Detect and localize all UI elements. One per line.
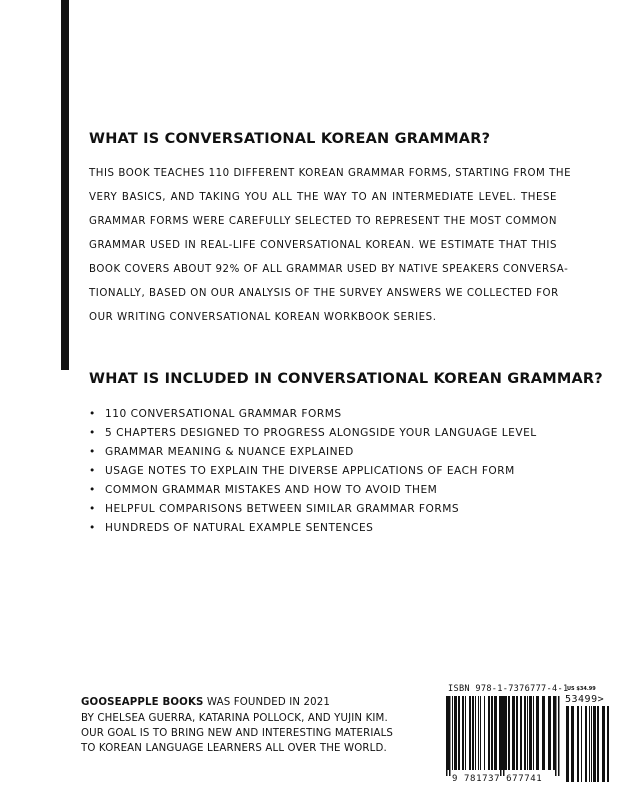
list-item-label: COMMON GRAMMAR MISTAKES AND HOW TO AVOID THEM — [105, 484, 438, 496]
list-item-label: HUNDREDS OF NATURAL EXAMPLE SENTENCES — [105, 522, 374, 534]
list-item — [89, 521, 373, 535]
bullet-icon: • — [89, 522, 96, 534]
blurb-line — [81, 697, 330, 709]
blurb-line: TO KOREAN LANGUAGE LEARNERS ALL OVER THE WORLD. — [81, 743, 387, 754]
bullet-icon: • — [89, 446, 96, 458]
blurb-line: OUR GOAL IS TO BRING NEW AND INTERESTING MATERIALS — [81, 728, 394, 739]
vertical-accent-bar — [61, 0, 69, 370]
bullet-icon: • — [89, 484, 96, 496]
section-heading-what-is: WHAT IS CONVERSATIONAL KOREAN GRAMMAR? — [89, 131, 491, 147]
blurb-line: BY CHELSEA GUERRA, KATARINA POLLOCK, AND YUJIN KIM. — [81, 713, 388, 724]
bullet-icon: • — [89, 408, 96, 420]
paragraph-line: OUR WRITING CONVERSATIONAL KOREAN WORKBOOK SERIES. — [89, 312, 437, 323]
list-item — [89, 483, 437, 497]
bullet-icon: • — [89, 427, 96, 439]
paragraph-line: THIS BOOK TEACHES 110 DIFFERENT KOREAN GRAMMAR FORMS, STARTING FROM THE — [89, 168, 572, 179]
bullet-icon: • — [89, 503, 96, 515]
paragraph-line: TIONALLY, BASED ON OUR ANALYSIS OF THE SURVEY ANSWERS WE COLLECTED FOR — [89, 288, 559, 299]
list-item — [89, 502, 459, 516]
list-item-label: 110 CONVERSATIONAL GRAMMAR FORMS — [105, 408, 342, 420]
paragraph-line: GRAMMAR USED IN REAL-LIFE CONVERSATIONAL KOREAN. WE ESTIMATE THAT THIS — [89, 240, 557, 251]
list-item — [89, 407, 342, 421]
price-label: US $34.99 — [567, 686, 596, 692]
list-item-label: HELPFUL COMPARISONS BETWEEN SIMILAR GRAMMAR FORMS — [105, 503, 460, 515]
blurb-text: WAS FOUNDED IN 2021 — [203, 697, 331, 708]
bullet-icon: • — [89, 465, 96, 477]
list-item-label: 5 CHAPTERS DESIGNED TO PROGRESS ALONGSIDE YOUR LANGUAGE LEVEL — [105, 427, 537, 439]
list-item-label: GRAMMAR MEANING & NUANCE EXPLAINED — [105, 446, 354, 458]
paragraph-line: VERY BASICS, AND TAKING YOU ALL THE WAY TO AN INTERMEDIATE LEVEL. THESE — [89, 192, 557, 203]
barcode-digits: 9 781737 677741 — [452, 774, 543, 784]
section-heading-included: WHAT IS INCLUDED IN CONVERSATIONAL KOREAN GRAMMAR? — [89, 371, 603, 387]
list-item-label: USAGE NOTES TO EXPLAIN THE DIVERSE APPLICATIONS OF EACH FORM — [105, 465, 515, 477]
list-item — [89, 445, 354, 459]
isbn-barcode — [430, 670, 630, 792]
isbn-label: ISBN 978-1-7376777-4-1 — [448, 684, 569, 694]
addon-digits: 53499> — [565, 694, 605, 705]
paragraph-line: GRAMMAR FORMS WERE CAREFULLY SELECTED TO REPRESENT THE MOST COMMON — [89, 216, 557, 227]
list-item — [89, 426, 537, 440]
publisher-name: GOOSEAPPLE BOOKS — [81, 697, 204, 708]
paragraph-line: BOOK COVERS ABOUT 92% OF ALL GRAMMAR USED BY NATIVE SPEAKERS CONVERSA- — [89, 264, 569, 275]
list-item — [89, 464, 515, 478]
